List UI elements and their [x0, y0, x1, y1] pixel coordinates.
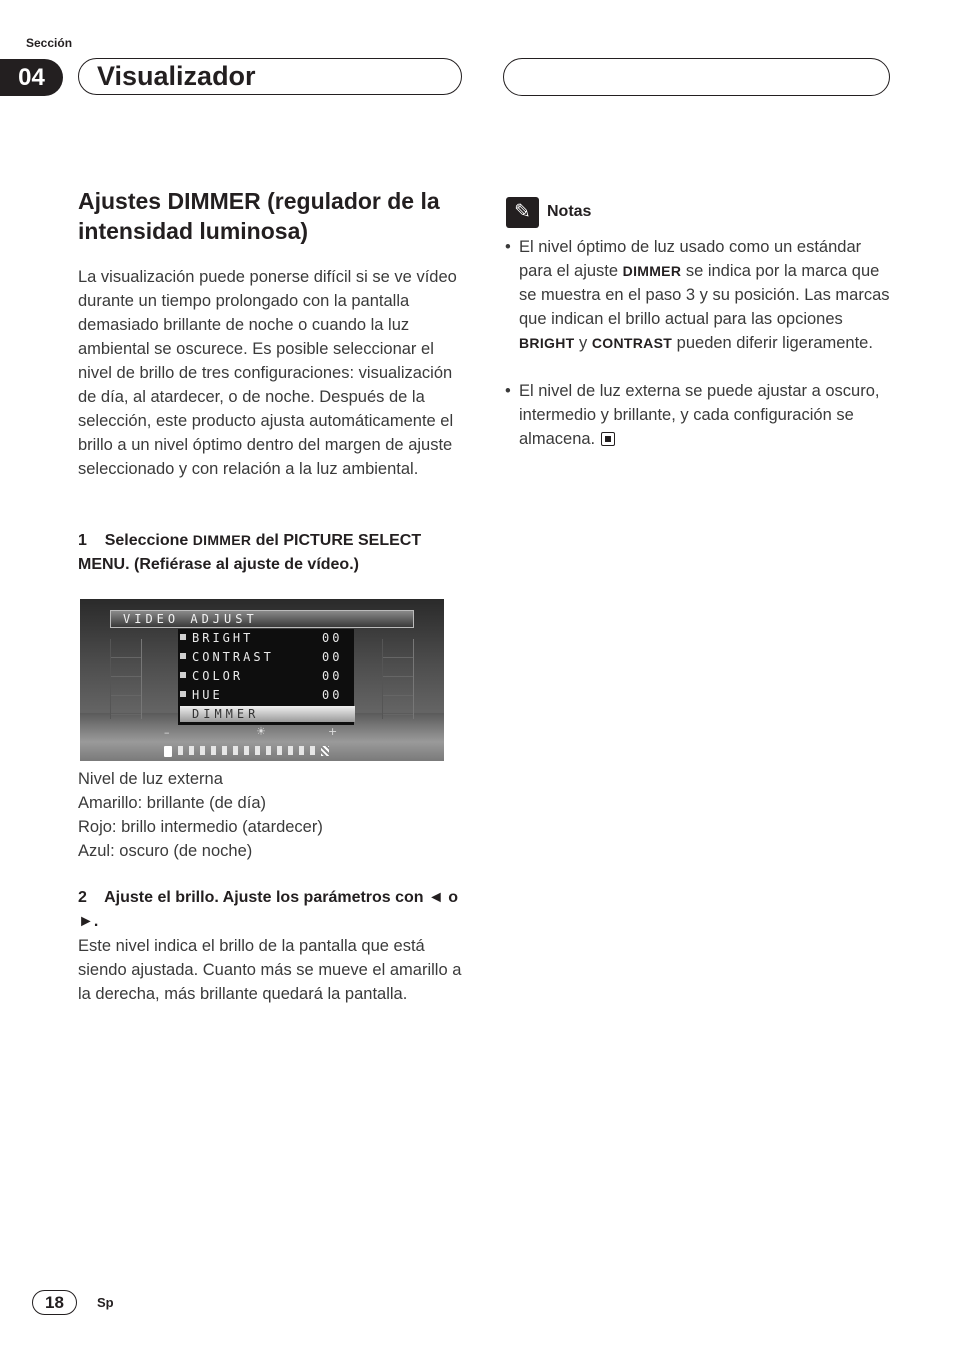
page-title: Visualizador: [97, 61, 256, 91]
level-tick: [233, 746, 238, 755]
row-value: 00: [322, 669, 343, 683]
row-label: HUE: [192, 688, 223, 702]
level-tick: [266, 746, 271, 755]
dimmer-level-bar: [164, 746, 340, 756]
screen-row-dimmer-selected: DIMMER: [180, 706, 355, 722]
caption-line: Azul: oscuro (de noche): [78, 842, 253, 860]
end-mark-icon: [601, 432, 615, 446]
step-2-text: Ajuste el brillo. Ajuste los parámetros con ◄ o ►.: [78, 889, 459, 930]
screen-row-bright: [180, 630, 350, 647]
level-marker: [164, 746, 172, 757]
section-heading: Ajustes DIMMER (regulador de la intensidad luminosa): [78, 188, 440, 244]
step-2: [78, 886, 470, 934]
level-tick: [222, 746, 227, 755]
row-bullet: [180, 691, 186, 697]
sun-icon: ☀: [256, 725, 266, 738]
page-number: 18: [32, 1290, 77, 1315]
note-item: [505, 379, 890, 451]
level-tick: [189, 746, 194, 755]
level-end-marker: [321, 746, 329, 756]
note-text-part: pueden diferir ligeramente.: [672, 334, 873, 352]
note-text-part: El nivel óptimo de luz usado como un estándar para el ajuste: [519, 238, 862, 280]
level-tick: [255, 746, 260, 755]
row-label: CONTRAST: [192, 650, 274, 664]
note-contrast: CONTRAST: [591, 335, 673, 351]
note-text-part: y: [574, 334, 592, 352]
plus-icon: +: [328, 725, 338, 738]
row-label: COLOR: [192, 669, 244, 683]
minus-icon: –: [164, 726, 170, 739]
level-tick: [288, 746, 293, 755]
step-2-body: Este nivel indica el brillo de la pantalla que está siendo ajustada. Cuanto más se mueve el amarillo a la derecha, más brillante quedará la pantalla.: [78, 937, 462, 1003]
level-tick: [277, 746, 282, 755]
caption-line: Amarillo: brillante (de día): [78, 794, 266, 812]
step-1-dimmer: DIMMER: [192, 532, 252, 548]
title-box: [78, 58, 462, 95]
step-1-text-a: Seleccione: [104, 532, 193, 549]
screen-caption: [78, 767, 470, 863]
section-label: Sección: [26, 36, 73, 50]
step-1-text-c: . (Refiérase al ajuste de vídeo.): [125, 556, 359, 573]
caption-line: Nivel de luz externa: [78, 770, 223, 788]
note-bright: BRIGHT: [519, 335, 575, 351]
level-tick: [200, 746, 205, 755]
row-value: 00: [322, 650, 343, 664]
bullet-icon: •: [505, 238, 511, 256]
level-tick: [211, 746, 216, 755]
intro-paragraph: La visualización puede ponerse difícil si se ve vídeo durante un tiempo prolongado con la pantalla demasiado brillante de noche o cuando la luz ambiental se oscurece. Es posible seleccionar el nivel de brillo de tres configuraciones: visualización de día, al atardecer, o de noche. Después de la selección, este producto ajusta automáticamente el brillo a un nivel óptimo dentro del margen de ajuste seleccionado y con relación a la luz ambiental.: [78, 268, 457, 478]
row-label: BRIGHT: [192, 631, 254, 645]
screen-row-contrast: [180, 649, 350, 666]
screen-column-left: [110, 639, 142, 719]
section-number: 04: [0, 59, 63, 96]
page-language: Sp: [97, 1295, 114, 1310]
screen-row-hue: [180, 687, 350, 704]
caption-line: Rojo: brillo intermedio (atardecer): [78, 818, 323, 836]
note-dimmer: DIMMER: [622, 263, 682, 279]
step-1-text-b: del: [251, 532, 284, 549]
step-1-menu: PICTURE SELECT MENU: [78, 532, 422, 573]
row-bullet: [180, 653, 186, 659]
row-bullet: [180, 634, 186, 640]
note-text-part: El nivel de luz externa se puede ajustar a oscuro, intermedio y brillante, y cada configuración se almacena.: [519, 382, 880, 448]
step-1: [78, 528, 470, 577]
header-blank-box: [503, 58, 890, 96]
row-value: 00: [322, 631, 343, 645]
row-value: 00: [322, 688, 343, 702]
pencil-icon: ✎: [506, 197, 539, 228]
level-tick: [299, 746, 304, 755]
step-1-number: 1: [78, 532, 87, 549]
level-tick: [244, 746, 249, 755]
screen-row-color: [180, 668, 350, 685]
row-bullet: [180, 672, 186, 678]
step-2-number: 2: [78, 889, 87, 906]
bullet-icon: •: [505, 382, 511, 400]
note-text-part: se indica por la marca que se muestra en el paso 3 y su posición. Las marcas que indican el brillo actual para las opciones: [519, 262, 890, 328]
level-tick: [178, 746, 183, 755]
notes-title: Notas: [547, 203, 592, 220]
video-adjust-screen: [80, 599, 444, 761]
note-item: [505, 235, 890, 355]
note-text: [519, 379, 890, 451]
note-text: [519, 235, 890, 355]
screen-header: VIDEO ADJUST: [110, 610, 414, 628]
screen-column-right: [382, 639, 414, 719]
level-tick: [310, 746, 315, 755]
